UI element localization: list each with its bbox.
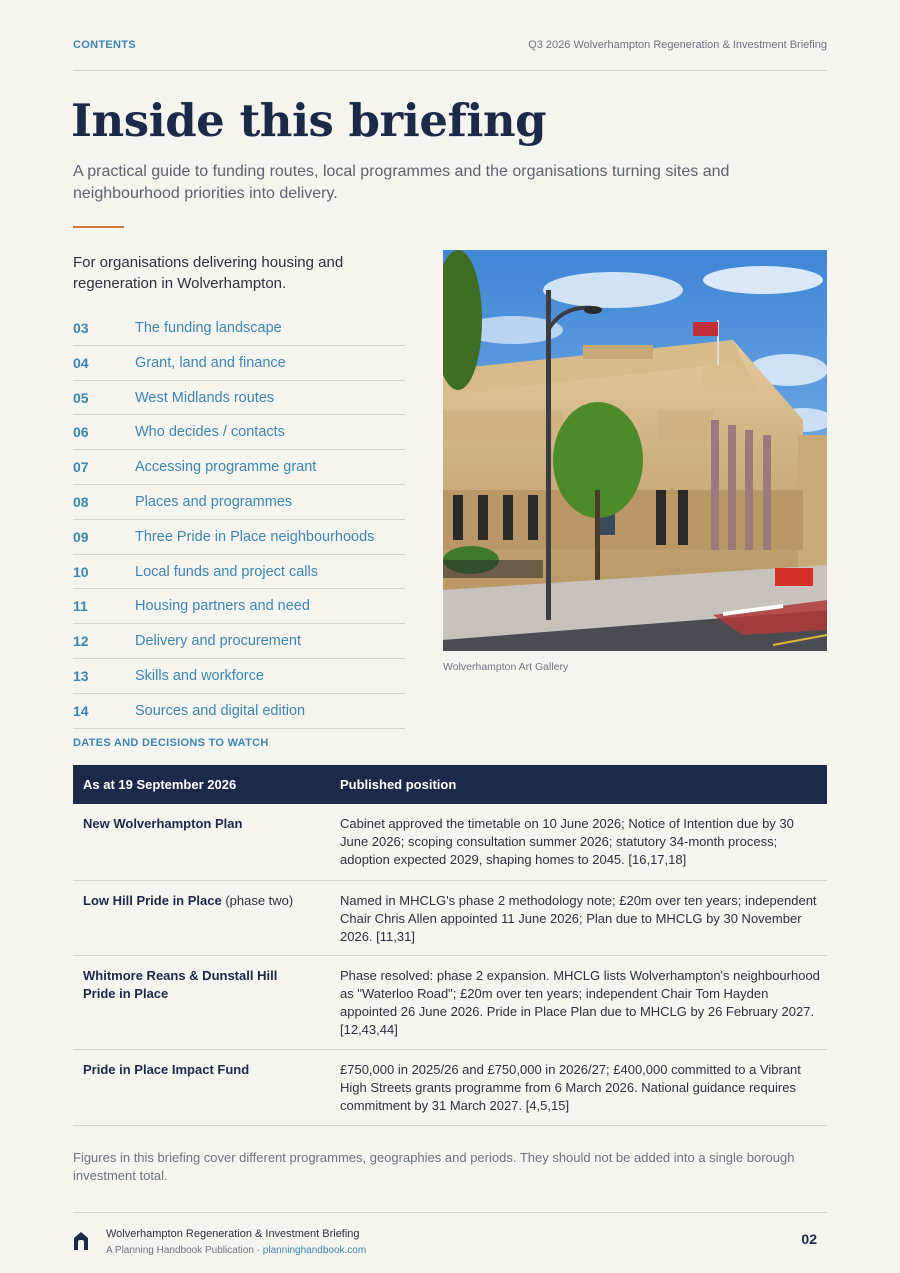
document-title: Q3 2026 Wolverhampton Regeneration & Investment Briefing xyxy=(528,39,827,51)
table-row xyxy=(73,804,827,881)
toc-item[interactable] xyxy=(73,485,405,520)
toc-link[interactable]: Sources and digital edition xyxy=(135,702,306,719)
toc-link[interactable]: Grant, land and finance xyxy=(135,354,286,371)
photo-caption: Wolverhampton Art Gallery xyxy=(443,661,569,673)
running-header xyxy=(73,39,827,55)
toc-item[interactable] xyxy=(73,415,405,450)
toc-item[interactable] xyxy=(73,381,405,416)
figures-note: Figures in this briefing cover different programmes, geographies and periods. They should not be added into a single borough investment total. xyxy=(73,1150,795,1183)
row-position: Cabinet approved the timetable on 10 June 2026; Notice of Intention due by 30 June 2026; scoping consultation summer 2026; statutory 34-month process; adoption expected 2029, shaping homes to 2045. [16,17,18] xyxy=(340,816,794,867)
row-name-suffix: (phase two) xyxy=(221,893,294,908)
toc-page-number: 03 xyxy=(73,320,89,336)
art-gallery-illustration xyxy=(443,250,827,651)
toc-link[interactable]: The funding landscape xyxy=(135,320,282,336)
toc-page-number: 09 xyxy=(73,528,89,545)
row-name: New Wolverhampton Plan xyxy=(83,816,243,831)
toc-page-number: 05 xyxy=(73,389,89,406)
footer-divider xyxy=(73,1212,827,1213)
publisher-link[interactable]: planninghandbook.com xyxy=(262,1245,367,1256)
toc-link[interactable]: Accessing programme grant xyxy=(135,459,317,476)
footer-publication-title: Wolverhampton Regeneration & Investment Briefing xyxy=(106,1228,360,1240)
section-label: CONTENTS xyxy=(73,39,136,51)
toc-link[interactable]: Three Pride in Place neighbourhoods xyxy=(135,528,375,545)
row-position: Phase resolved: phase 2 expansion. MHCLG lists Wolverhampton's neighbourhood as "Waterloo Road"; £20m over ten years; independent Chair Tom Hayden appointed 26 June 2026. Pride in Place Plan due to MHCLG by 26 February 2027. [12,43,44] xyxy=(340,968,820,1037)
dates-table xyxy=(73,765,827,1126)
toc-page-number: 11 xyxy=(73,598,88,615)
table-row xyxy=(73,881,827,956)
row-name-cell xyxy=(83,892,313,910)
row-position: £750,000 in 2025/26 and £750,000 in 2026/27; £400,000 committed to a Vibrant High Streets grants programme from 6 March 2026. National guidance requires commitment by 31 March 2027. [4,5,15] xyxy=(340,1062,801,1113)
row-name-cell xyxy=(83,967,313,1003)
table-of-contents xyxy=(73,311,405,729)
toc-item[interactable] xyxy=(73,450,405,485)
toc-item[interactable] xyxy=(73,624,405,659)
toc-item[interactable] xyxy=(73,694,405,729)
row-name: Pride in Place Impact Fund xyxy=(83,1062,250,1077)
table-row xyxy=(73,956,827,1050)
column-header-date: As at 19 September 2026 xyxy=(83,777,237,792)
row-position: Named in MHCLG's phase 2 methodology note; £20m over ten years; independent Chair Chris Allen appointed 11 June 2026; Plan due to MHCLG by 30 November 2026. [11,31] xyxy=(340,893,817,944)
art-gallery-photo xyxy=(443,250,827,651)
toc-item[interactable] xyxy=(73,589,405,624)
table-row xyxy=(73,1050,827,1126)
page xyxy=(73,0,827,1273)
publisher-text: A Planning Handbook Publication · xyxy=(106,1245,263,1256)
toc-link[interactable]: Places and programmes xyxy=(135,493,293,510)
toc-link[interactable]: Who decides / contacts xyxy=(135,424,285,441)
toc-item[interactable] xyxy=(73,659,405,694)
header-divider xyxy=(73,70,827,71)
toc-link[interactable]: Skills and workforce xyxy=(135,667,264,684)
audience-statement: For organisations delivering housing and regeneration in Wolverhampton. xyxy=(73,254,344,292)
row-name-cell xyxy=(83,815,313,833)
toc-page-number: 07 xyxy=(73,459,89,476)
toc-item[interactable] xyxy=(73,346,405,381)
table-header xyxy=(73,765,827,804)
toc-page-number: 04 xyxy=(73,354,89,371)
column-header-position: Published position xyxy=(340,777,457,792)
page-number: 02 xyxy=(801,1231,817,1247)
toc-link[interactable]: West Midlands routes xyxy=(135,389,275,406)
toc-item[interactable] xyxy=(73,555,405,590)
toc-link[interactable]: Local funds and project calls xyxy=(135,563,318,580)
toc-page-number: 06 xyxy=(73,424,89,441)
toc-item[interactable] xyxy=(73,311,405,346)
page-title: Inside this briefing xyxy=(71,94,547,147)
toc-page-number: 13 xyxy=(73,667,89,684)
row-name-cell xyxy=(83,1061,313,1079)
toc-page-number: 10 xyxy=(73,563,89,580)
toc-item[interactable] xyxy=(73,520,405,555)
toc-page-number: 12 xyxy=(73,633,89,650)
toc-link[interactable]: Housing partners and need xyxy=(135,598,310,615)
toc-page-number: 08 xyxy=(73,493,89,510)
accent-divider xyxy=(73,226,124,228)
toc-link[interactable]: Delivery and procurement xyxy=(135,633,302,650)
row-name: Whitmore Reans & Dunstall Hill Pride in Place xyxy=(83,968,278,1001)
footer-publisher xyxy=(106,1245,366,1256)
page-subtitle: A practical guide to funding routes, local programmes and the organisations turning sites and neighbourhood priorities into delivery. xyxy=(73,163,730,202)
row-name: Low Hill Pride in Place xyxy=(83,893,222,908)
dates-section-label: DATES AND DECISIONS TO WATCH xyxy=(73,737,269,749)
house-arch-icon xyxy=(73,1231,89,1251)
toc-page-number: 14 xyxy=(73,702,89,719)
